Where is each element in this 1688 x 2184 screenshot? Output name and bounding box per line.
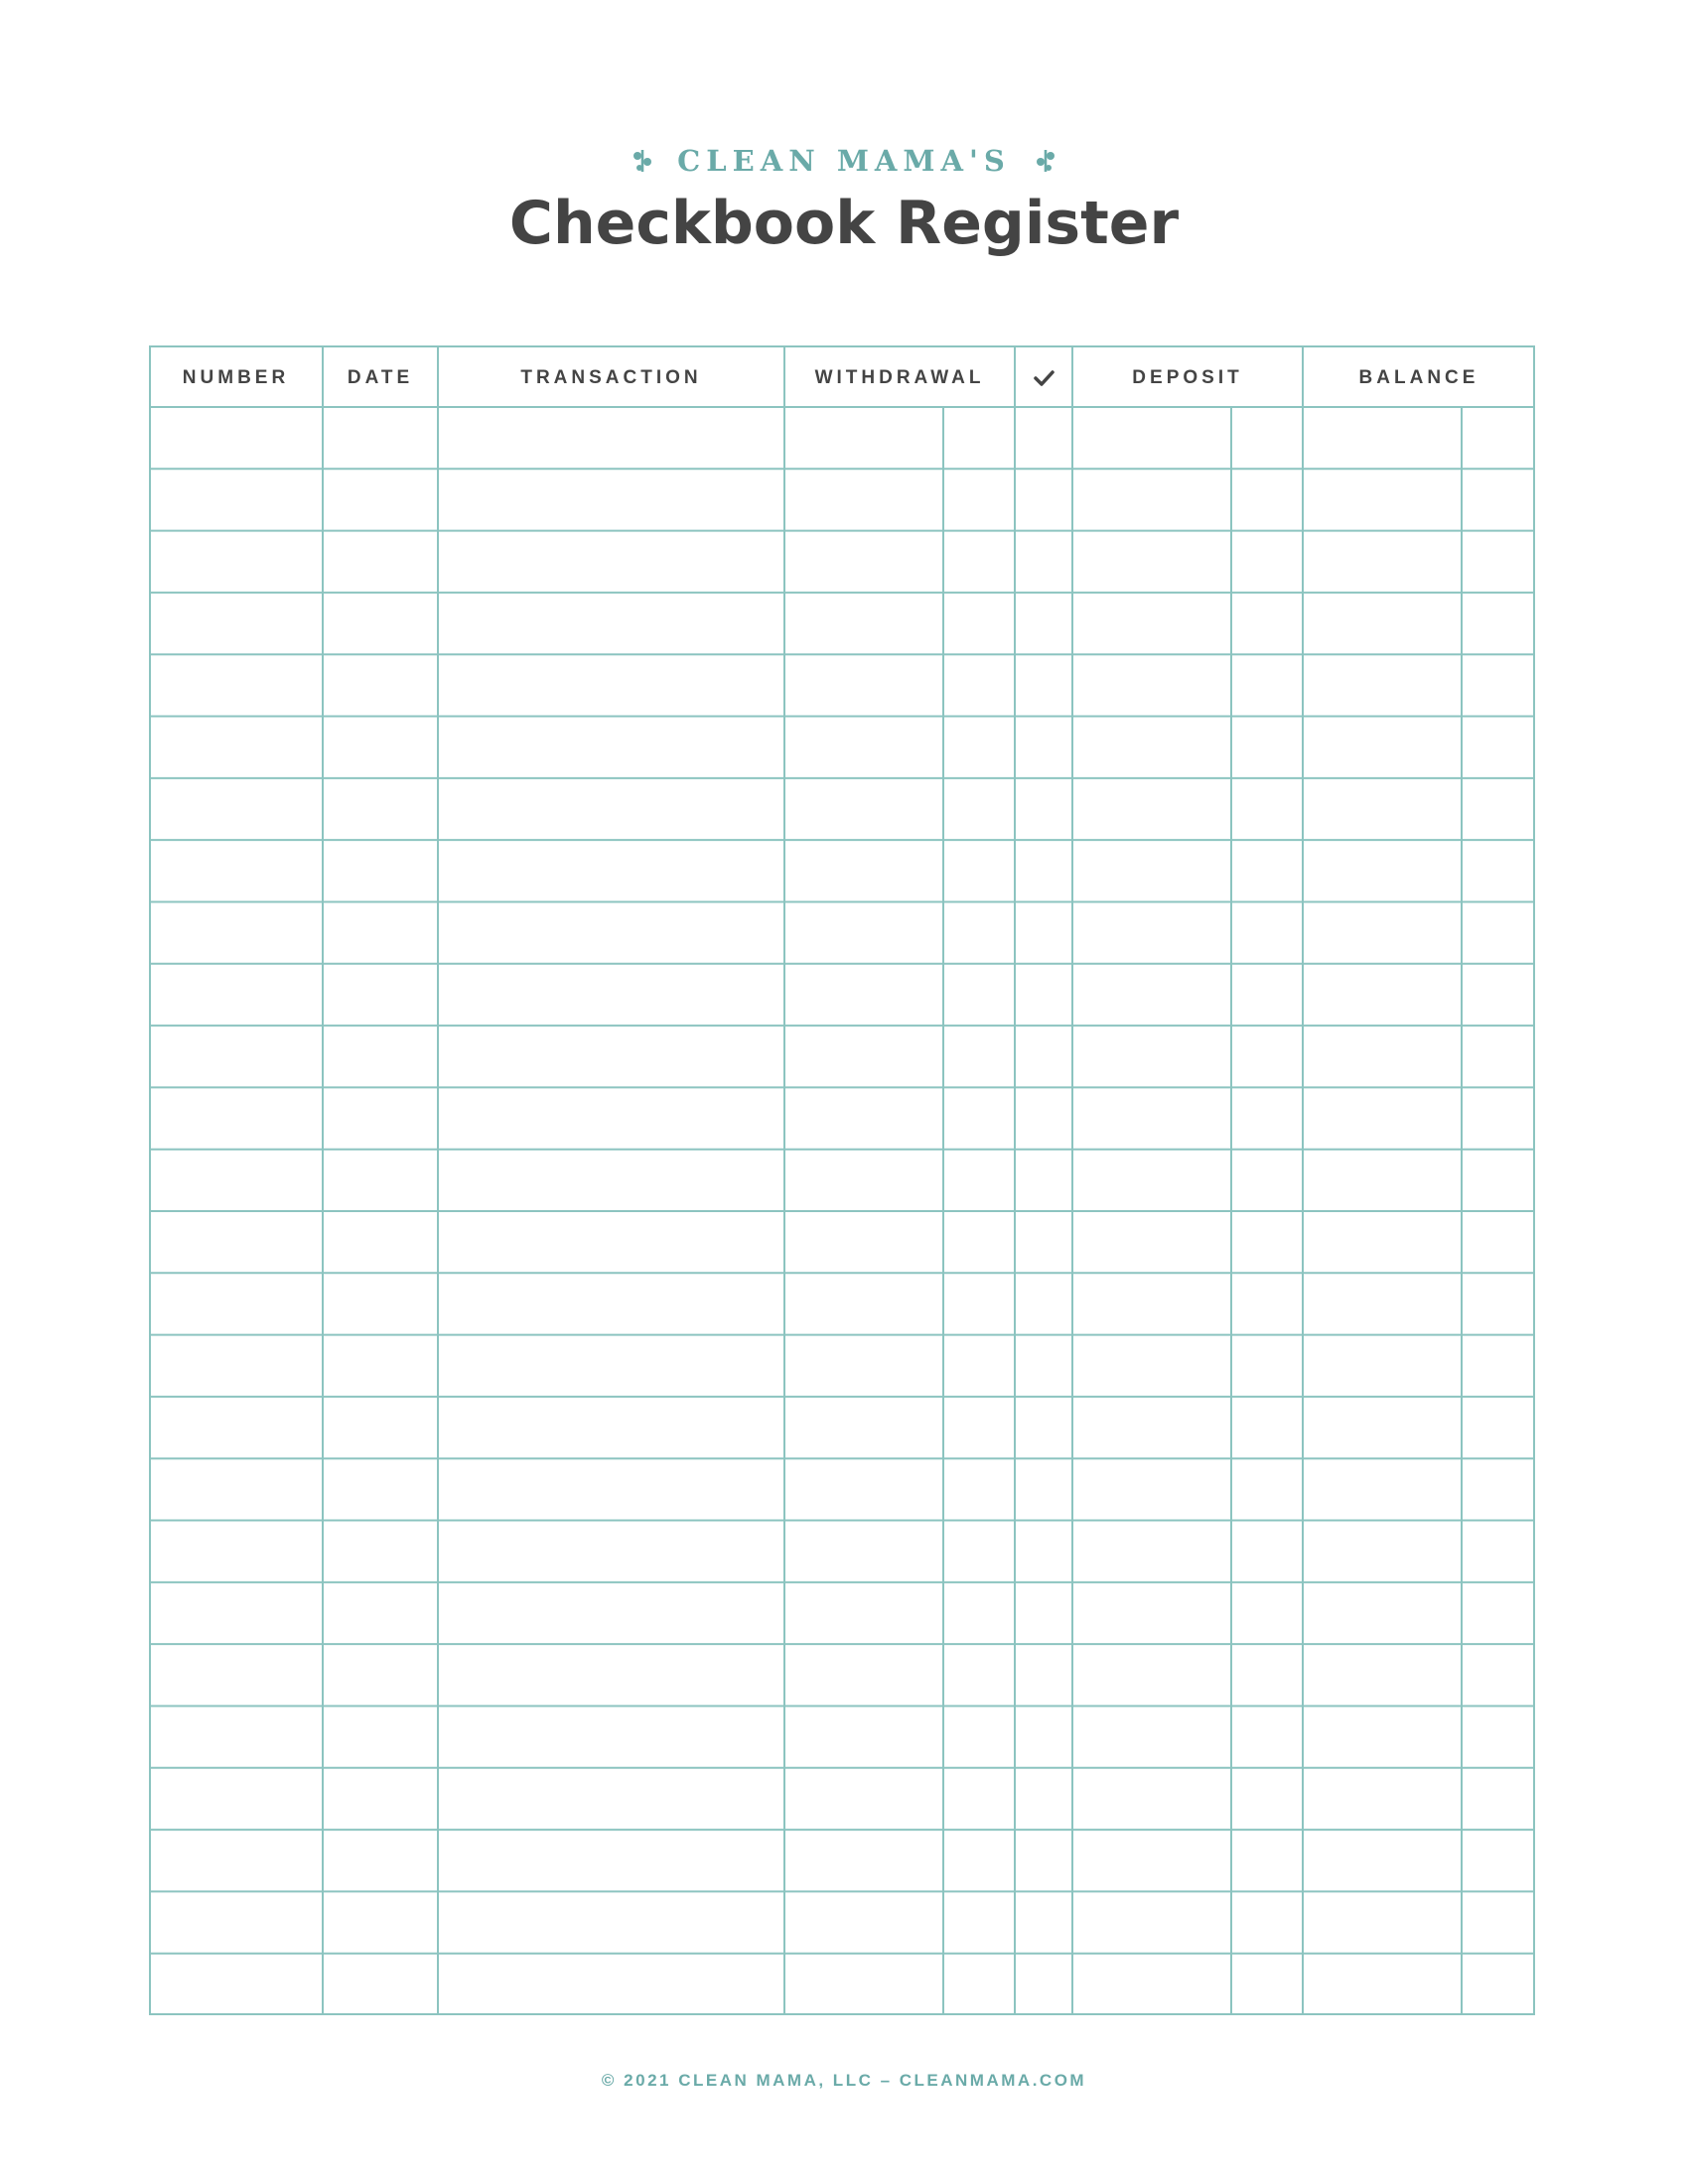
brand-name: CLEAN MAMA'S — [677, 144, 1011, 178]
copyright-footer: © 2021 CLEAN MAMA, LLC – CLEANMAMA.COM — [601, 2071, 1087, 2090]
checkmark-icon — [1036, 372, 1053, 384]
fleur-ornament-icon — [632, 148, 653, 174]
checkbook-register-table — [149, 345, 1535, 2015]
column-header-transaction: TRANSACTION — [520, 367, 702, 388]
column-header-withdrawal: WITHDRAWAL — [814, 367, 985, 388]
column-header-number: NUMBER — [182, 367, 290, 388]
fleur-ornament-icon — [1035, 148, 1056, 174]
register-border — [150, 346, 1534, 2014]
column-header-deposit: DEPOSIT — [1132, 367, 1243, 388]
column-header-date: DATE — [347, 367, 414, 388]
brand-line — [0, 139, 1688, 183]
column-header-balance: BALANCE — [1358, 367, 1479, 388]
page-title: Checkbook Register — [508, 189, 1180, 258]
register-grid — [149, 345, 1535, 2015]
